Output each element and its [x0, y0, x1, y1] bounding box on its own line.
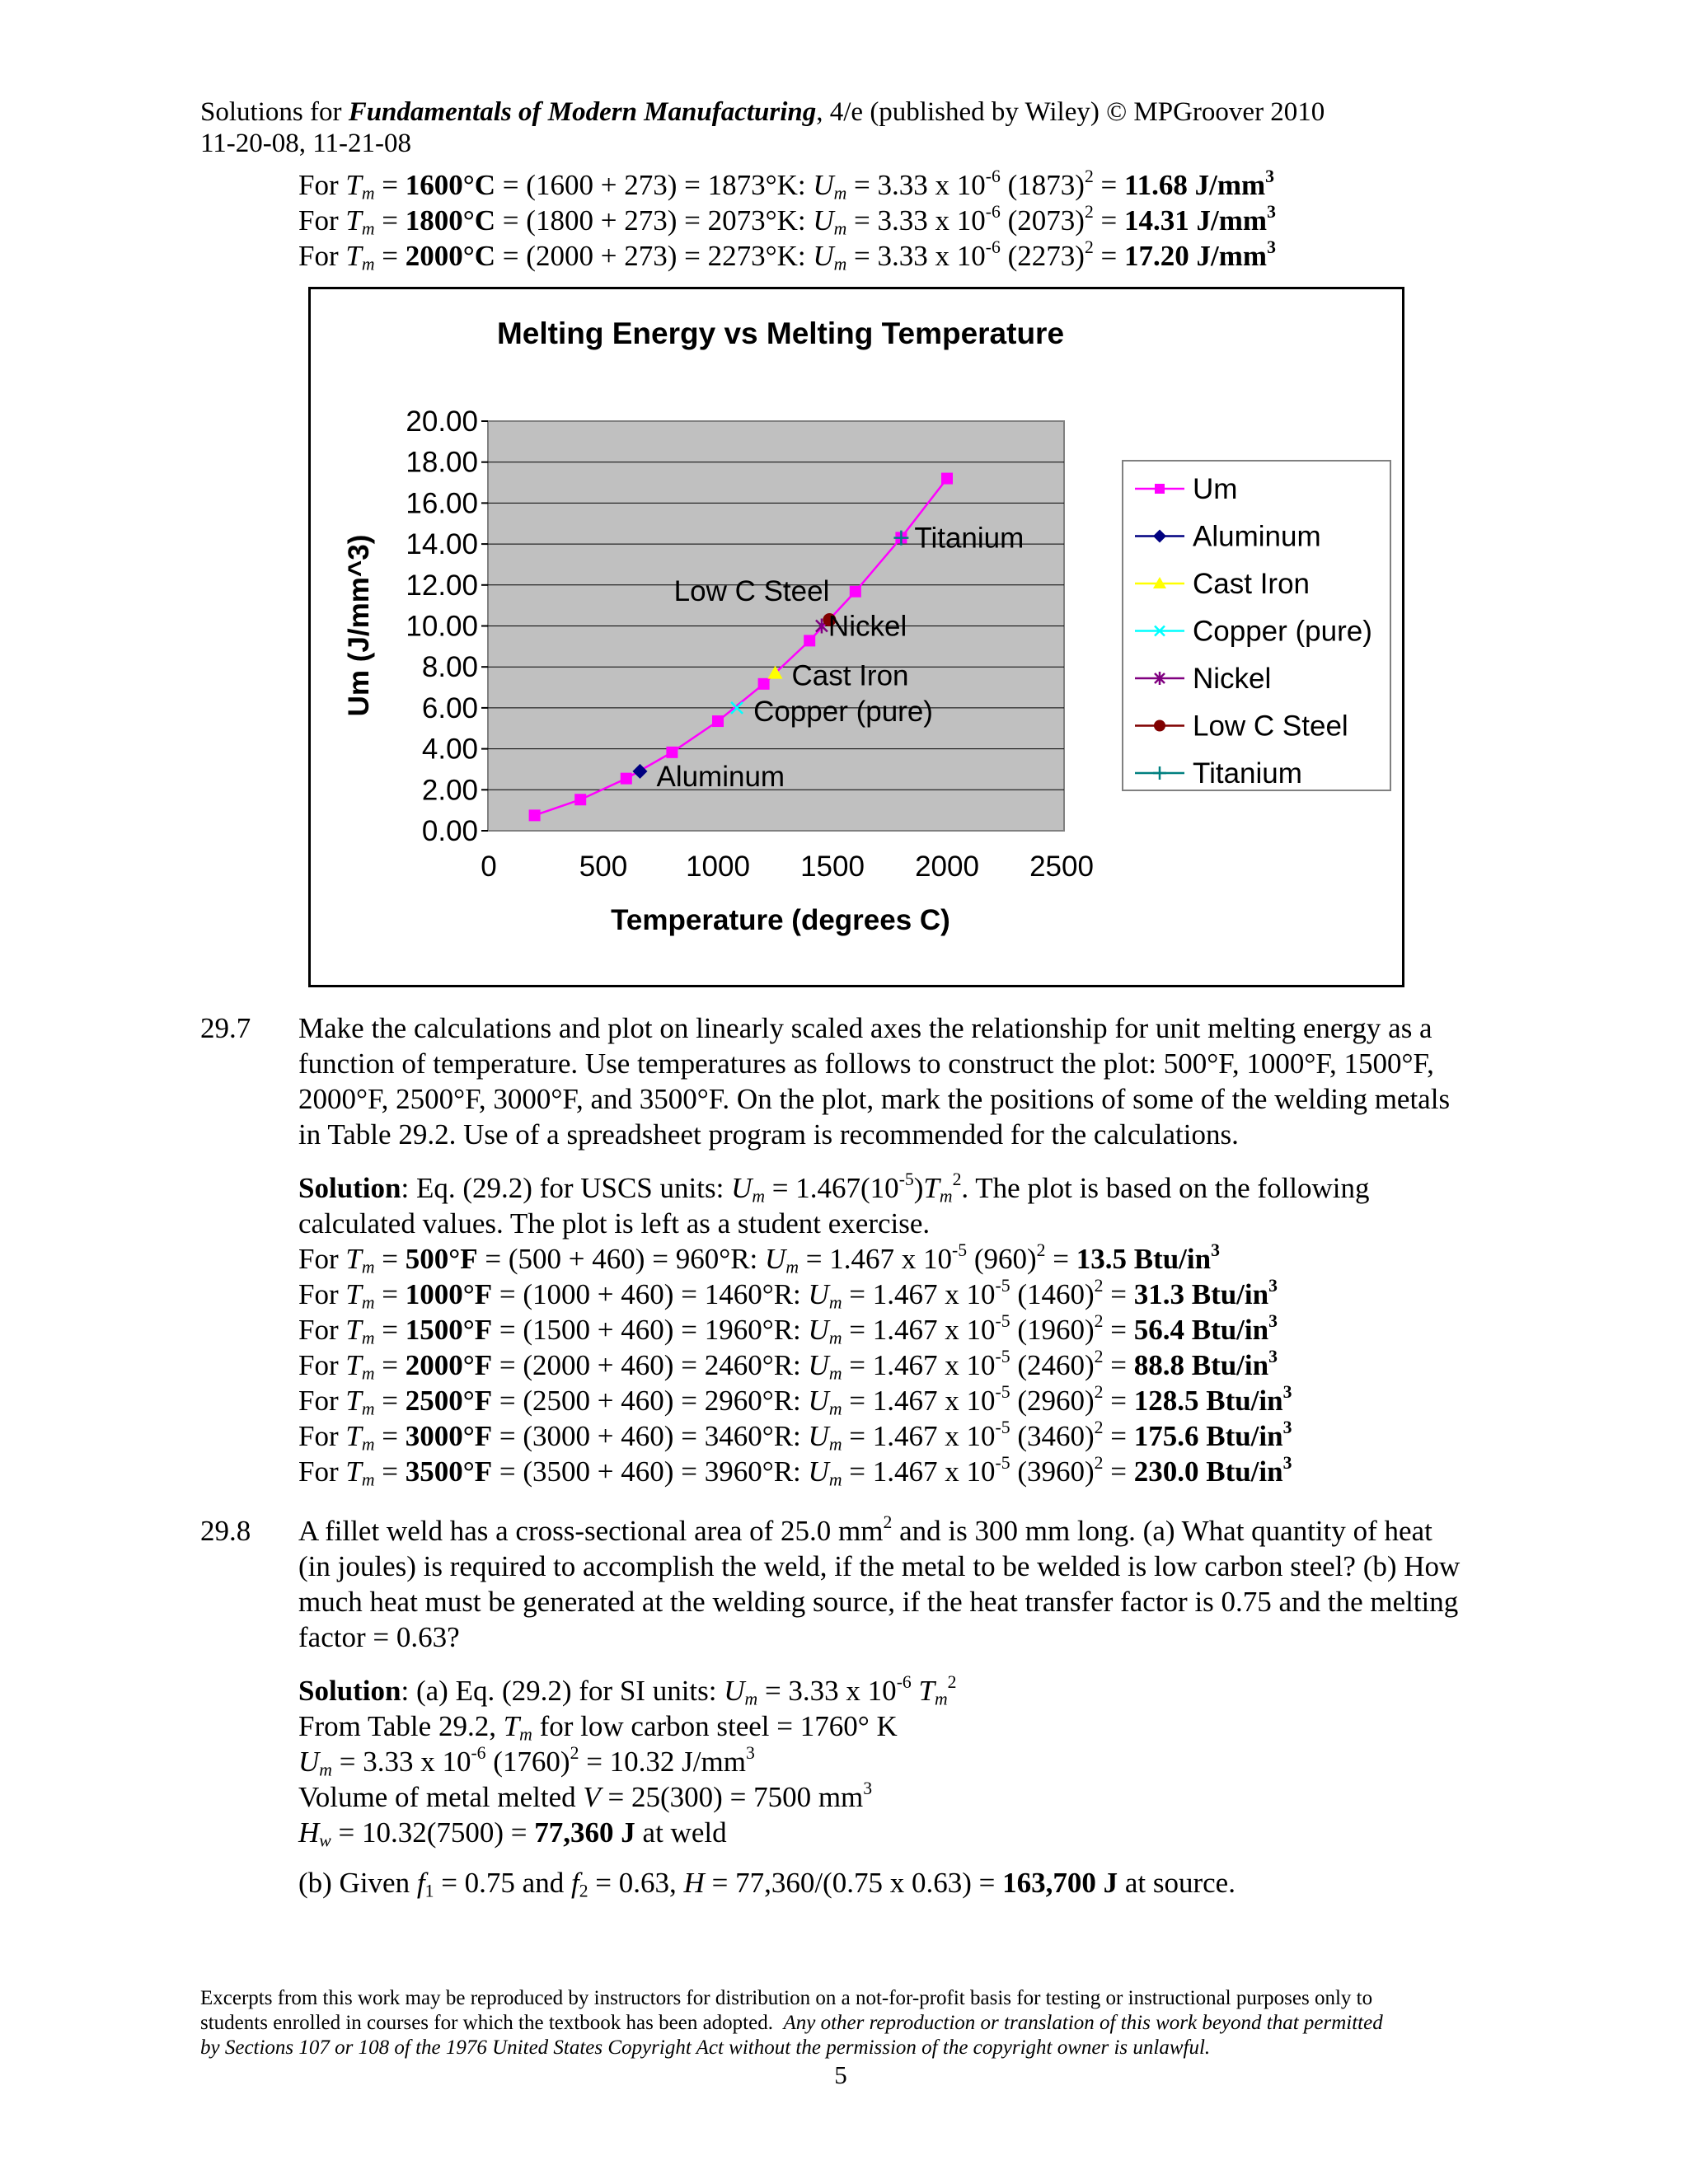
uscs-line: For $T_m = 2000^\circ F = (2000 + 460) = 2460^\circ R$: $U_m = 1.467$ x $10^{-5}$ $(2460)^2 = 88.8$ Btu/$in^3$ — [298, 1346, 1278, 1384]
y-axis-label: Um (J/mm^3) — [343, 534, 375, 717]
result-value: 13.5 Btu/in — [1076, 1243, 1212, 1275]
solution-29-8-line-1: Solution: (a) Eq. (29.2) for SI units: $U_m = 3.33$ x $10^{-6}$ $T_m^2$ — [298, 1671, 957, 1709]
exponent: -5 — [951, 1240, 968, 1260]
exponent: -5 — [995, 1452, 1010, 1473]
uscs-line: For $T_m = 1000^\circ F = (1000 + 460) = 1460^\circ R$: $U_m = 1.467$ x $10^{-5}$ $(1460)^2 = 31.3$ Btu/$in^3$ — [298, 1275, 1278, 1313]
part-b-pre: (b) Given — [298, 1867, 417, 1899]
solution-29-8-line-4: Volume of metal melted V = 25(300) = 7500 $mm^3$ — [298, 1778, 873, 1813]
temperature-term: (2273) — [1007, 240, 1085, 272]
result: 13.5 Btu/$in^3$ — [1076, 1240, 1220, 1275]
footer-line-1: Excerpts from this work may be reproduced by instructors for distribution on a not-for-profit basis for testing or instructional purposes only to — [200, 1987, 1373, 2009]
problem-29-7-text: Make the calculations and plot on linearly scaled axes the relationship for unit melting energy as a function of temperature. Use temperatures as follows to construct the plot: 500°F, 1000°F, 1500°F, 2000°F, 2500°F, 3000°F, and 3500°F. On the plot, mark the positions of some of the welding metals in Table 29.2. Use of a spreadsheet program is recommended for the calculations. — [298, 1012, 1451, 1151]
sol-line5-post: at weld — [635, 1816, 727, 1849]
x-tick-label: 2000 — [915, 851, 979, 883]
uscs-line: For $T_m = 500^\circ F = (500 + 460) = 960^\circ R$: $U_m = 1.467$ x $10^{-5}$ $(960)^2 = 13.5$ Btu/$in^3$ — [298, 1240, 1220, 1277]
legend-label: Um — [1193, 473, 1238, 505]
y-tick-label: 20.00 — [406, 405, 478, 438]
data-point — [941, 473, 953, 485]
exponent: -6 — [985, 201, 1001, 222]
point-label: Cast Iron — [791, 659, 909, 692]
temperature: 1800 — [405, 204, 463, 237]
header-prefix: Solutions for — [200, 97, 349, 127]
sol-line1-text: : (a) Eq. (29.2) for SI units: — [401, 1675, 724, 1707]
y-tick-label: 18.00 — [406, 446, 478, 479]
sol-line2-post: for low carbon steel = 1760° K — [532, 1710, 898, 1742]
book-title: Fundamentals of Modern Manufacturing — [348, 97, 817, 127]
coefficient: = 1.467 x 10 — [849, 1314, 996, 1346]
coefficient: = 3.33 x 10 — [854, 169, 986, 201]
solution-note: . The plot is based on the following calculated values. The plot is left as a student exercise. — [298, 1172, 1370, 1240]
sol-line4-post: = 25(300) = 7500 mm — [607, 1781, 864, 1813]
problem-29-7-solution: Solution: Eq. (29.2) for USCS units: $U_m = 1.467(10^{-5})T_m^2$. The plot is based on the following calculated values. The plot is left as a student exercise. — [298, 1169, 1370, 1240]
x-axis-ticks — [481, 851, 1094, 883]
temperature: 1500 — [405, 1314, 463, 1346]
melting-energy-chart — [311, 289, 1402, 985]
solution-29-8-line-5: $H_w = 10.32(7500) = 77,360$ J at weld — [298, 1816, 727, 1851]
result: 88.8 Btu/$in^3$ — [1133, 1346, 1278, 1381]
result: 56.4 Btu/$in^3$ — [1133, 1310, 1278, 1346]
temperature: 2000 — [405, 1349, 463, 1381]
footer-line-2-italic: Any other reproduction or translation of this work beyond that permitted — [783, 2012, 1383, 2034]
coefficient: = 1.467 x 10 — [849, 1420, 996, 1452]
result: 230.0 Btu/$in^3$ — [1133, 1452, 1292, 1488]
x-tick-label: 1000 — [686, 851, 750, 883]
exponent: -5 — [995, 1346, 1010, 1366]
absolute-temperature: (2500 + 460) = 2960°R — [523, 1385, 794, 1417]
si-line: For $T_m = 1600^\circ C = (1600 + 273) = 1873^\circ K$: $U_m = 3.33$ x $10^{-6}$ $(1873)^2 = 11.68$ $J/mm^3$ — [298, 166, 1274, 204]
result-value: 56.4 Btu/in — [1133, 1314, 1269, 1346]
part-b-post: at source. — [1118, 1867, 1236, 1899]
point-label: Aluminum — [656, 760, 785, 793]
footer-line-3-italic: by Sections 107 or 108 of the 1976 United States Copyright Act without the permission of the copyright owner is unlawful. — [200, 2036, 1211, 2059]
point-label: Low C Steel — [673, 575, 830, 608]
y-tick-label: 12.00 — [406, 569, 478, 602]
sol-line3-paren: (1760) — [493, 1746, 570, 1778]
result-value: 11.68 J/mm — [1124, 169, 1266, 201]
result-value: 14.31 J/mm — [1124, 204, 1268, 237]
temperature-term: (2073) — [1007, 204, 1085, 237]
problem-29-8-text: A fillet weld has a cross-sectional area of 25.0 $mm^2$ and is 300 mm long. (a) What quantity of heat (in joules) is required to accomplish the weld, if the metal to be welded is low carbon steel? (b) How much heat must be generated at the welding source, if the heat transfer factor is 0.75 and the melting factor = 0.63? — [298, 1511, 1461, 1653]
si-line: For $T_m = 1800^\circ C = (1800 + 273) = 2073^\circ K$: $U_m = 3.33$ x $10^{-6}$ $(2073)^2 = 14.31$ $J/mm^3$ — [298, 201, 1276, 239]
legend-label: Cast Iron — [1193, 568, 1310, 600]
coefficient: = 1.467 x 10 — [849, 1349, 996, 1381]
result-value: 128.5 Btu/in — [1133, 1385, 1283, 1417]
coefficient: = 1.467 x 10 — [805, 1243, 952, 1275]
data-point — [666, 747, 678, 758]
absolute-temperature: (3500 + 460) = 3960°R — [523, 1455, 794, 1488]
data-point — [1155, 484, 1165, 494]
solution-29-8-line-3: $U_m = 3.33$ x $10^{-6}$ $(1760)^2 = 10.32$ $J/mm^3$ — [298, 1742, 755, 1780]
temperature-term: (1460) — [1017, 1278, 1095, 1310]
solution-29-8-part-b: (b) Given $f_1 = 0.75$ and $f_2 = 0.63$, H = 77,360/(0.75 x 0.63) = 163,700 J at source. — [298, 1867, 1236, 1901]
solution-29-8-line-2: From Table 29.2, $T_m$ for low carbon steel = 1760° K — [298, 1710, 898, 1745]
temperature: 500 — [405, 1243, 449, 1275]
absolute-temperature: (500 + 460) = 960°R — [508, 1243, 750, 1275]
temperature: 1000 — [405, 1278, 463, 1310]
result: 14.31 $J/mm^3$ — [1124, 201, 1276, 237]
part-b-mid2: = 0.63, — [588, 1867, 684, 1899]
footer-line-3 — [200, 2036, 1486, 2060]
coefficient: = 3.33 x 10 — [854, 204, 986, 237]
solution-formula: = 1.467(10 — [771, 1172, 899, 1204]
x-tick-label: 0 — [481, 851, 497, 883]
data-point — [621, 773, 632, 785]
legend-label: Nickel — [1193, 663, 1272, 695]
sol-line2-pre: From Table 29.2, — [298, 1710, 504, 1742]
sol-line5-result: 77,360 J — [534, 1816, 635, 1849]
uscs-line: For $T_m = 1500^\circ F = (1500 + 460) = 1960^\circ R$: $U_m = 1.467$ x $10^{-5}$ $(1960)^2 = 56.4$ Btu/$in^3$ — [298, 1310, 1278, 1348]
temperature-term: (1960) — [1017, 1314, 1095, 1346]
legend-label: Titanium — [1193, 757, 1302, 790]
absolute-temperature: (3000 + 460) = 3460°R — [523, 1420, 794, 1452]
exponent: -5 — [995, 1381, 1010, 1402]
y-tick-label: 16.00 — [406, 487, 478, 520]
temperature-term: (1873) — [1007, 169, 1085, 201]
coefficient: = 1.467 x 10 — [849, 1385, 996, 1417]
sol-line5-pre: = 10.32(7500) = — [338, 1816, 535, 1849]
result-value: 88.8 Btu/in — [1133, 1349, 1269, 1381]
result: 11.68 $J/mm^3$ — [1124, 166, 1274, 201]
si-line: For $T_m = 2000^\circ C = (2000 + 273) = 2273^\circ K$: $U_m = 3.33$ x $10^{-6}$ $(2273)^2 = 17.20$ $J/mm^3$ — [298, 237, 1276, 274]
part-b-mid1: = 0.75 and — [434, 1867, 571, 1899]
absolute-temperature: (1500 + 460) = 1960°R — [523, 1314, 794, 1346]
sol-line4-pre: Volume of metal melted — [298, 1781, 584, 1813]
y-tick-label: 2.00 — [421, 774, 478, 807]
absolute-temperature: (1800 + 273) = 2073°K — [526, 204, 798, 237]
temperature: 3500 — [405, 1455, 463, 1488]
uscs-line: For $T_m = 3500^\circ F = (3500 + 460) = 3960^\circ R$: $U_m = 1.467$ x $10^{-5}$ $(3960)^2 = 230.0$ Btu/$in^3$ — [298, 1452, 1292, 1490]
exponent: -5 — [995, 1310, 1010, 1331]
part-b-mid3: = 77,360/(0.75 x 0.63) = — [704, 1867, 1003, 1899]
coefficient: = 1.467 x 10 — [849, 1278, 996, 1310]
data-point — [529, 809, 541, 821]
legend-label: Copper (pure) — [1193, 615, 1372, 648]
point-label: Nickel — [828, 610, 907, 643]
temperature-term: (960) — [973, 1243, 1037, 1275]
result-value: 230.0 Btu/in — [1133, 1455, 1283, 1488]
y-tick-label: 4.00 — [421, 733, 478, 766]
uscs-line: For $T_m = 3000^\circ F = (3000 + 460) = 3460^\circ R$: $U_m = 1.467$ x $10^{-5}$ $(3460)^2 = 175.6$ Btu/$in^3$ — [298, 1417, 1292, 1455]
y-tick-label: 10.00 — [406, 610, 478, 643]
part-b-result: 163,700 J — [1002, 1867, 1118, 1899]
coefficient: = 3.33 x 10 — [854, 240, 986, 272]
exponent: -5 — [995, 1275, 1010, 1296]
data-point — [712, 715, 724, 727]
result-value: 17.20 J/mm — [1124, 240, 1268, 272]
problem-29-8-text-post: and is 300 mm long. (a) What quantity of heat (in joules) is required to accomplish the weld, if the metal to be welded is low carbon steel? (b) How much heat must be generated at the welding source, if the heat transfer factor is 0.75 and the melting factor = 0.63? — [298, 1515, 1461, 1653]
data-point — [850, 586, 861, 598]
data-point — [574, 794, 586, 805]
x-tick-label: 500 — [579, 851, 628, 883]
temperature-term: (3460) — [1017, 1420, 1095, 1452]
sol-line3-result: = 10.32 J/mm — [586, 1746, 746, 1778]
y-tick-label: 14.00 — [406, 528, 478, 561]
data-point — [1154, 720, 1165, 732]
absolute-temperature: (2000 + 273) = 2273°K — [526, 240, 798, 272]
absolute-temperature: (2000 + 460) = 2460°R — [523, 1349, 794, 1381]
temperature-term: (2960) — [1017, 1385, 1095, 1417]
header-suffix: , 4/e (published by Wiley) © MPGroover 2010 — [816, 97, 1325, 127]
data-point — [758, 678, 770, 690]
temperature: 1600 — [405, 169, 463, 201]
absolute-temperature: (1600 + 273) = 1873°K — [526, 169, 798, 201]
y-tick-label: 0.00 — [421, 815, 478, 847]
exponent: -5 — [995, 1417, 1010, 1437]
exponent: -6 — [985, 166, 1001, 186]
y-tick-label: 8.00 — [421, 651, 478, 684]
solution-label-29-8: Solution — [298, 1675, 401, 1707]
page-number: 5 — [834, 2060, 847, 2089]
problem-number-29-8: 29.8 — [200, 1515, 251, 1547]
problem-29-8-text-pre: A fillet weld has a cross-sectional area of 25.0 mm — [298, 1515, 884, 1547]
header-dates: 11-20-08, 11-21-08 — [200, 129, 412, 158]
footer-line-2-plain: students enrolled in courses for which the textbook has been adopted. — [200, 2012, 784, 2034]
problem-number-29-7: 29.7 — [200, 1012, 251, 1044]
result: 175.6 Btu/$in^3$ — [1133, 1417, 1292, 1452]
header-line-1 — [200, 97, 1325, 127]
sol-line3-formula: = 3.33 x 10 — [339, 1746, 471, 1778]
point-label: Titanium — [914, 522, 1025, 555]
x-axis-label: Temperature (degrees C) — [611, 904, 950, 936]
x-tick-label: 1500 — [800, 851, 865, 883]
solution-label: Solution — [298, 1172, 401, 1204]
point-label: Copper (pure) — [753, 695, 933, 728]
y-axis-ticks — [406, 405, 488, 847]
result: 31.3 Btu/$in^3$ — [1133, 1275, 1278, 1310]
result: 128.5 Btu/$in^3$ — [1133, 1381, 1292, 1417]
solution-intro: : Eq. (29.2) for USCS units: — [401, 1172, 732, 1204]
absolute-temperature: (1000 + 460) = 1460°R — [523, 1278, 794, 1310]
temperature: 3000 — [405, 1420, 463, 1452]
result-value: 31.3 Btu/in — [1133, 1278, 1269, 1310]
x-tick-label: 2500 — [1029, 851, 1094, 883]
temperature: 2500 — [405, 1385, 463, 1417]
solution-exponent: -5 — [898, 1169, 914, 1189]
result: 17.20 $J/mm^3$ — [1124, 237, 1276, 272]
temperature-term: (3960) — [1017, 1455, 1095, 1488]
exponent: -6 — [985, 237, 1001, 257]
data-point — [804, 635, 815, 646]
legend-label: Aluminum — [1193, 520, 1321, 553]
y-tick-label: 6.00 — [421, 691, 478, 724]
temperature-term: (2460) — [1017, 1349, 1095, 1381]
uscs-line: For $T_m = 2500^\circ F = (2500 + 460) = 2960^\circ R$: $U_m = 1.467$ x $10^{-5}$ $(2960)^2 = 128.5$ Btu/$in^3$ — [298, 1381, 1292, 1419]
legend-label: Low C Steel — [1193, 710, 1348, 743]
chart-title: Melting Energy vs Melting Temperature — [496, 316, 1065, 350]
chart-frame — [308, 287, 1404, 987]
temperature: 2000 — [405, 240, 463, 272]
result-value: 175.6 Btu/in — [1133, 1420, 1283, 1452]
coefficient: = 1.467 x 10 — [849, 1455, 996, 1488]
footer-line-2 — [200, 2011, 1486, 2036]
sol-line1-formula: = 3.33 x 10 — [764, 1675, 897, 1707]
